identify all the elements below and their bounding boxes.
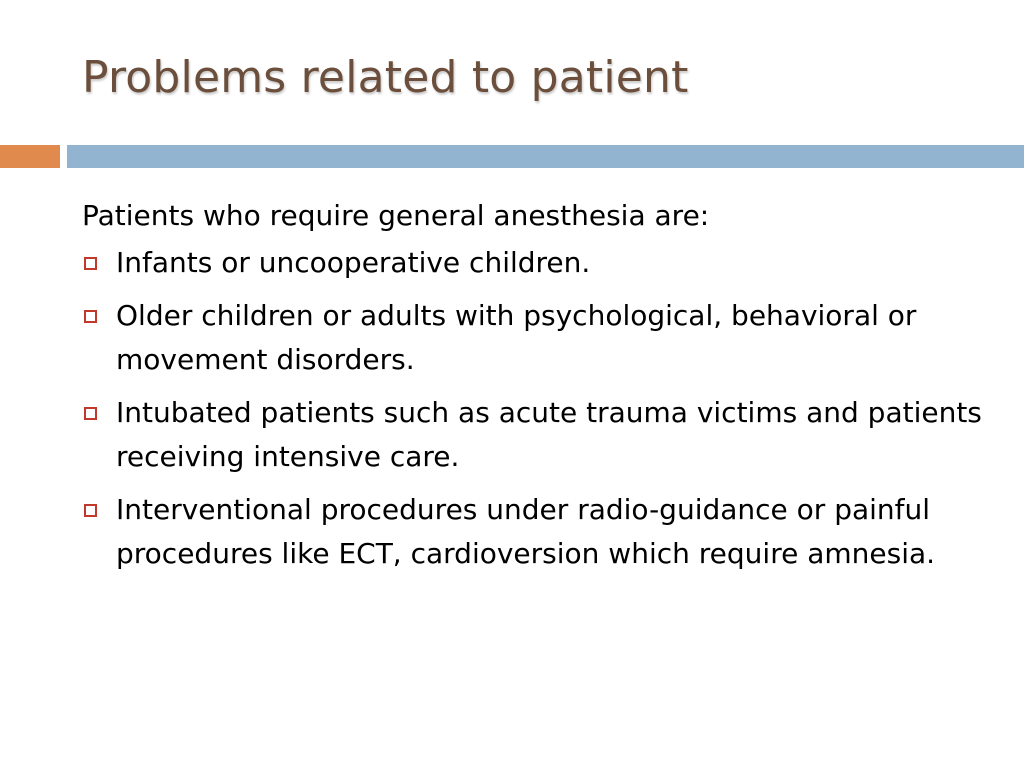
bullet-item: [82, 488, 982, 576]
hollow-square-icon: [84, 504, 97, 517]
title-accent-bar: [0, 145, 60, 168]
slide-title: Problems related to patient: [82, 52, 689, 103]
bullet-text: Infants or uncooperative children.: [116, 246, 591, 279]
hollow-square-icon: [84, 310, 97, 323]
slide-content: [82, 194, 982, 585]
bullet-item: [82, 294, 982, 382]
hollow-square-icon: [84, 407, 97, 420]
bullet-text: Intubated patients such as acute trauma victims and patients receiving intensive care.: [116, 396, 982, 473]
intro-text: Patients who require general anesthesia are:: [82, 199, 710, 232]
bullet-text: Older children or adults with psychological, behavioral or movement disorders.: [116, 299, 917, 376]
bullet-text: Interventional procedures under radio-guidance or painful procedures like ECT, cardioversion which require amnesia.: [116, 493, 936, 570]
hollow-square-icon: [84, 257, 97, 270]
bullet-list: [82, 241, 982, 576]
bullet-item: [82, 391, 982, 479]
title-divider-bar: [67, 145, 1024, 168]
bullet-item: [82, 241, 982, 285]
